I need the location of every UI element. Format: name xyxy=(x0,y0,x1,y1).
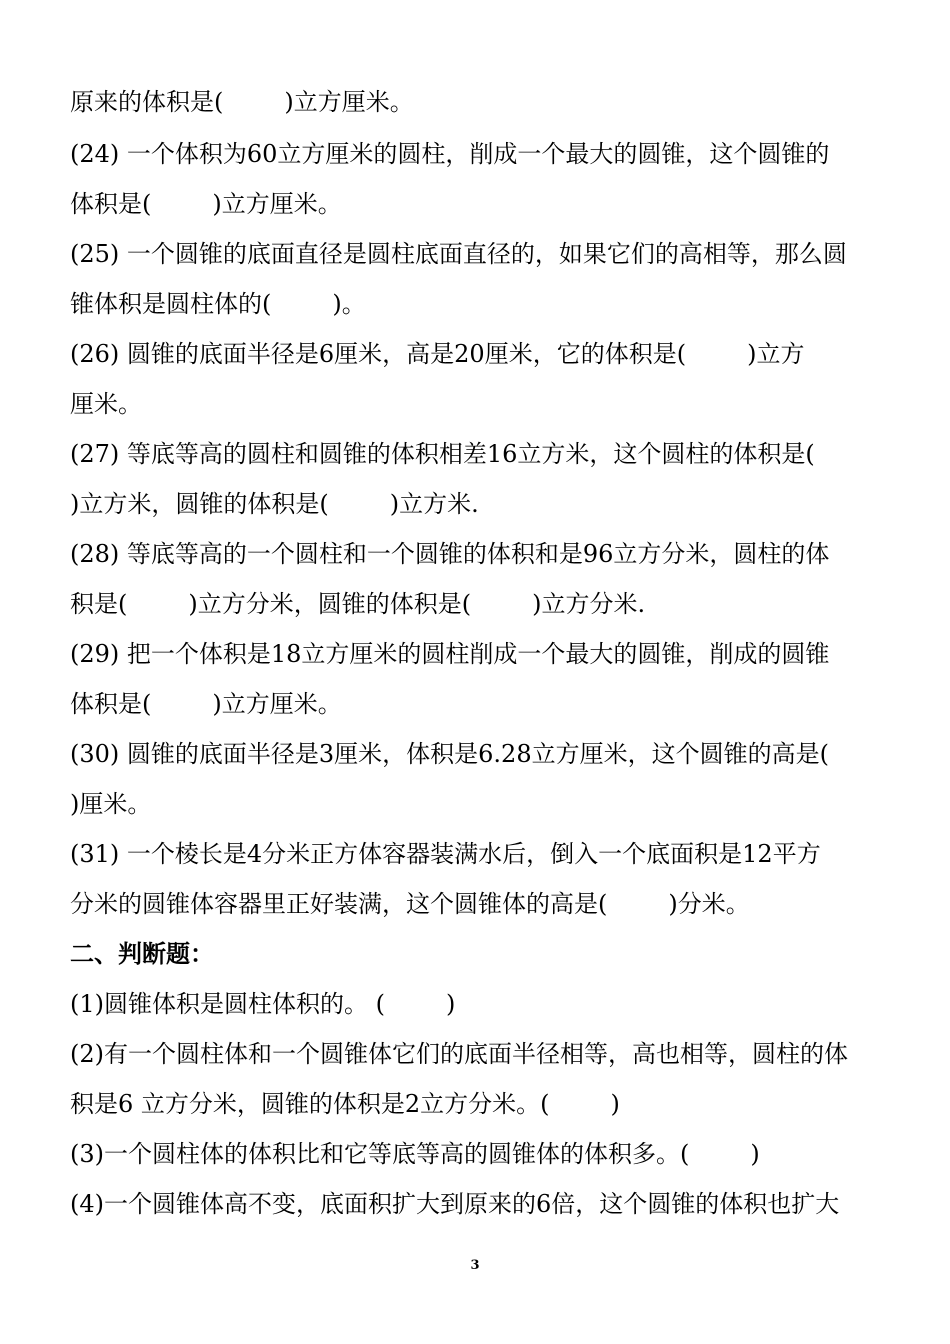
question-29-line-2: 体积是( )立方厘米。 xyxy=(70,690,342,718)
question-26-line-1: (26) 圆锥的底面半径是6厘米，高是20厘米，它的体积是( )立方 xyxy=(70,340,805,368)
text-line-1: 原来的体积是( )立方厘米。 xyxy=(70,88,414,116)
question-31-line-1: (31) 一个棱长是4分米正方体容器装满水后，倒入一个底面积是12平方 xyxy=(70,840,821,868)
question-28-line-2: 积是( )立方分米，圆锥的体积是( )立方分米. xyxy=(70,590,646,618)
question-24-line-2: 体积是( )立方厘米。 xyxy=(70,190,342,218)
question-30-line-1: (30) 圆锥的底面半径是3厘米，体积是6.28立方厘米，这个圆锥的高是( xyxy=(70,740,829,768)
question-26-line-2: 厘米。 xyxy=(70,390,142,418)
question-25-line-2: 锥体积是圆柱体的( )。 xyxy=(70,290,366,318)
judge-2-line-2: 积是6 立方分米，圆锥的体积是2立方分米。( ) xyxy=(70,1090,620,1118)
question-28-line-1: (28) 等底等高的一个圆柱和一个圆锥的体积和是96立方分米，圆柱的体 xyxy=(70,540,830,568)
page-number: 3 xyxy=(470,1258,480,1273)
question-30-line-2: )厘米。 xyxy=(70,790,152,818)
judge-3-line: (3)一个圆柱体的体积比和它等底等高的圆锥体的体积多。( ) xyxy=(70,1140,760,1168)
question-27-line-2: )立方米，圆锥的体积是( )立方米. xyxy=(70,490,479,518)
question-29-line-1: (29) 把一个体积是18立方厘米的圆柱削成一个最大的圆锥，削成的圆锥 xyxy=(70,640,830,668)
judge-1-line: (1)圆锥体积是圆柱体积的。 ( ) xyxy=(70,990,456,1018)
judge-4-line: (4)一个圆锥体高不变，底面积扩大到原来的6倍，这个圆锥的体积也扩大 xyxy=(70,1190,840,1218)
question-31-line-2: 分米的圆锥体容器里正好装满，这个圆锥体的高是( )分米。 xyxy=(70,890,750,918)
judge-2-line-1: (2)有一个圆柱体和一个圆锥体它们的底面半径相等，高也相等，圆柱的体 xyxy=(70,1040,848,1068)
question-24-line-1: (24) 一个体积为60立方厘米的圆柱，削成一个最大的圆锥，这个圆锥的 xyxy=(70,140,830,168)
question-27-line-1: (27) 等底等高的圆柱和圆锥的体积相差16立方米，这个圆柱的体积是( xyxy=(70,440,815,468)
question-25-line-1: (25) 一个圆锥的底面直径是圆柱底面直径的，如果它们的高相等，那么圆 xyxy=(70,240,847,268)
section-heading: 二、判断题： xyxy=(70,939,214,968)
